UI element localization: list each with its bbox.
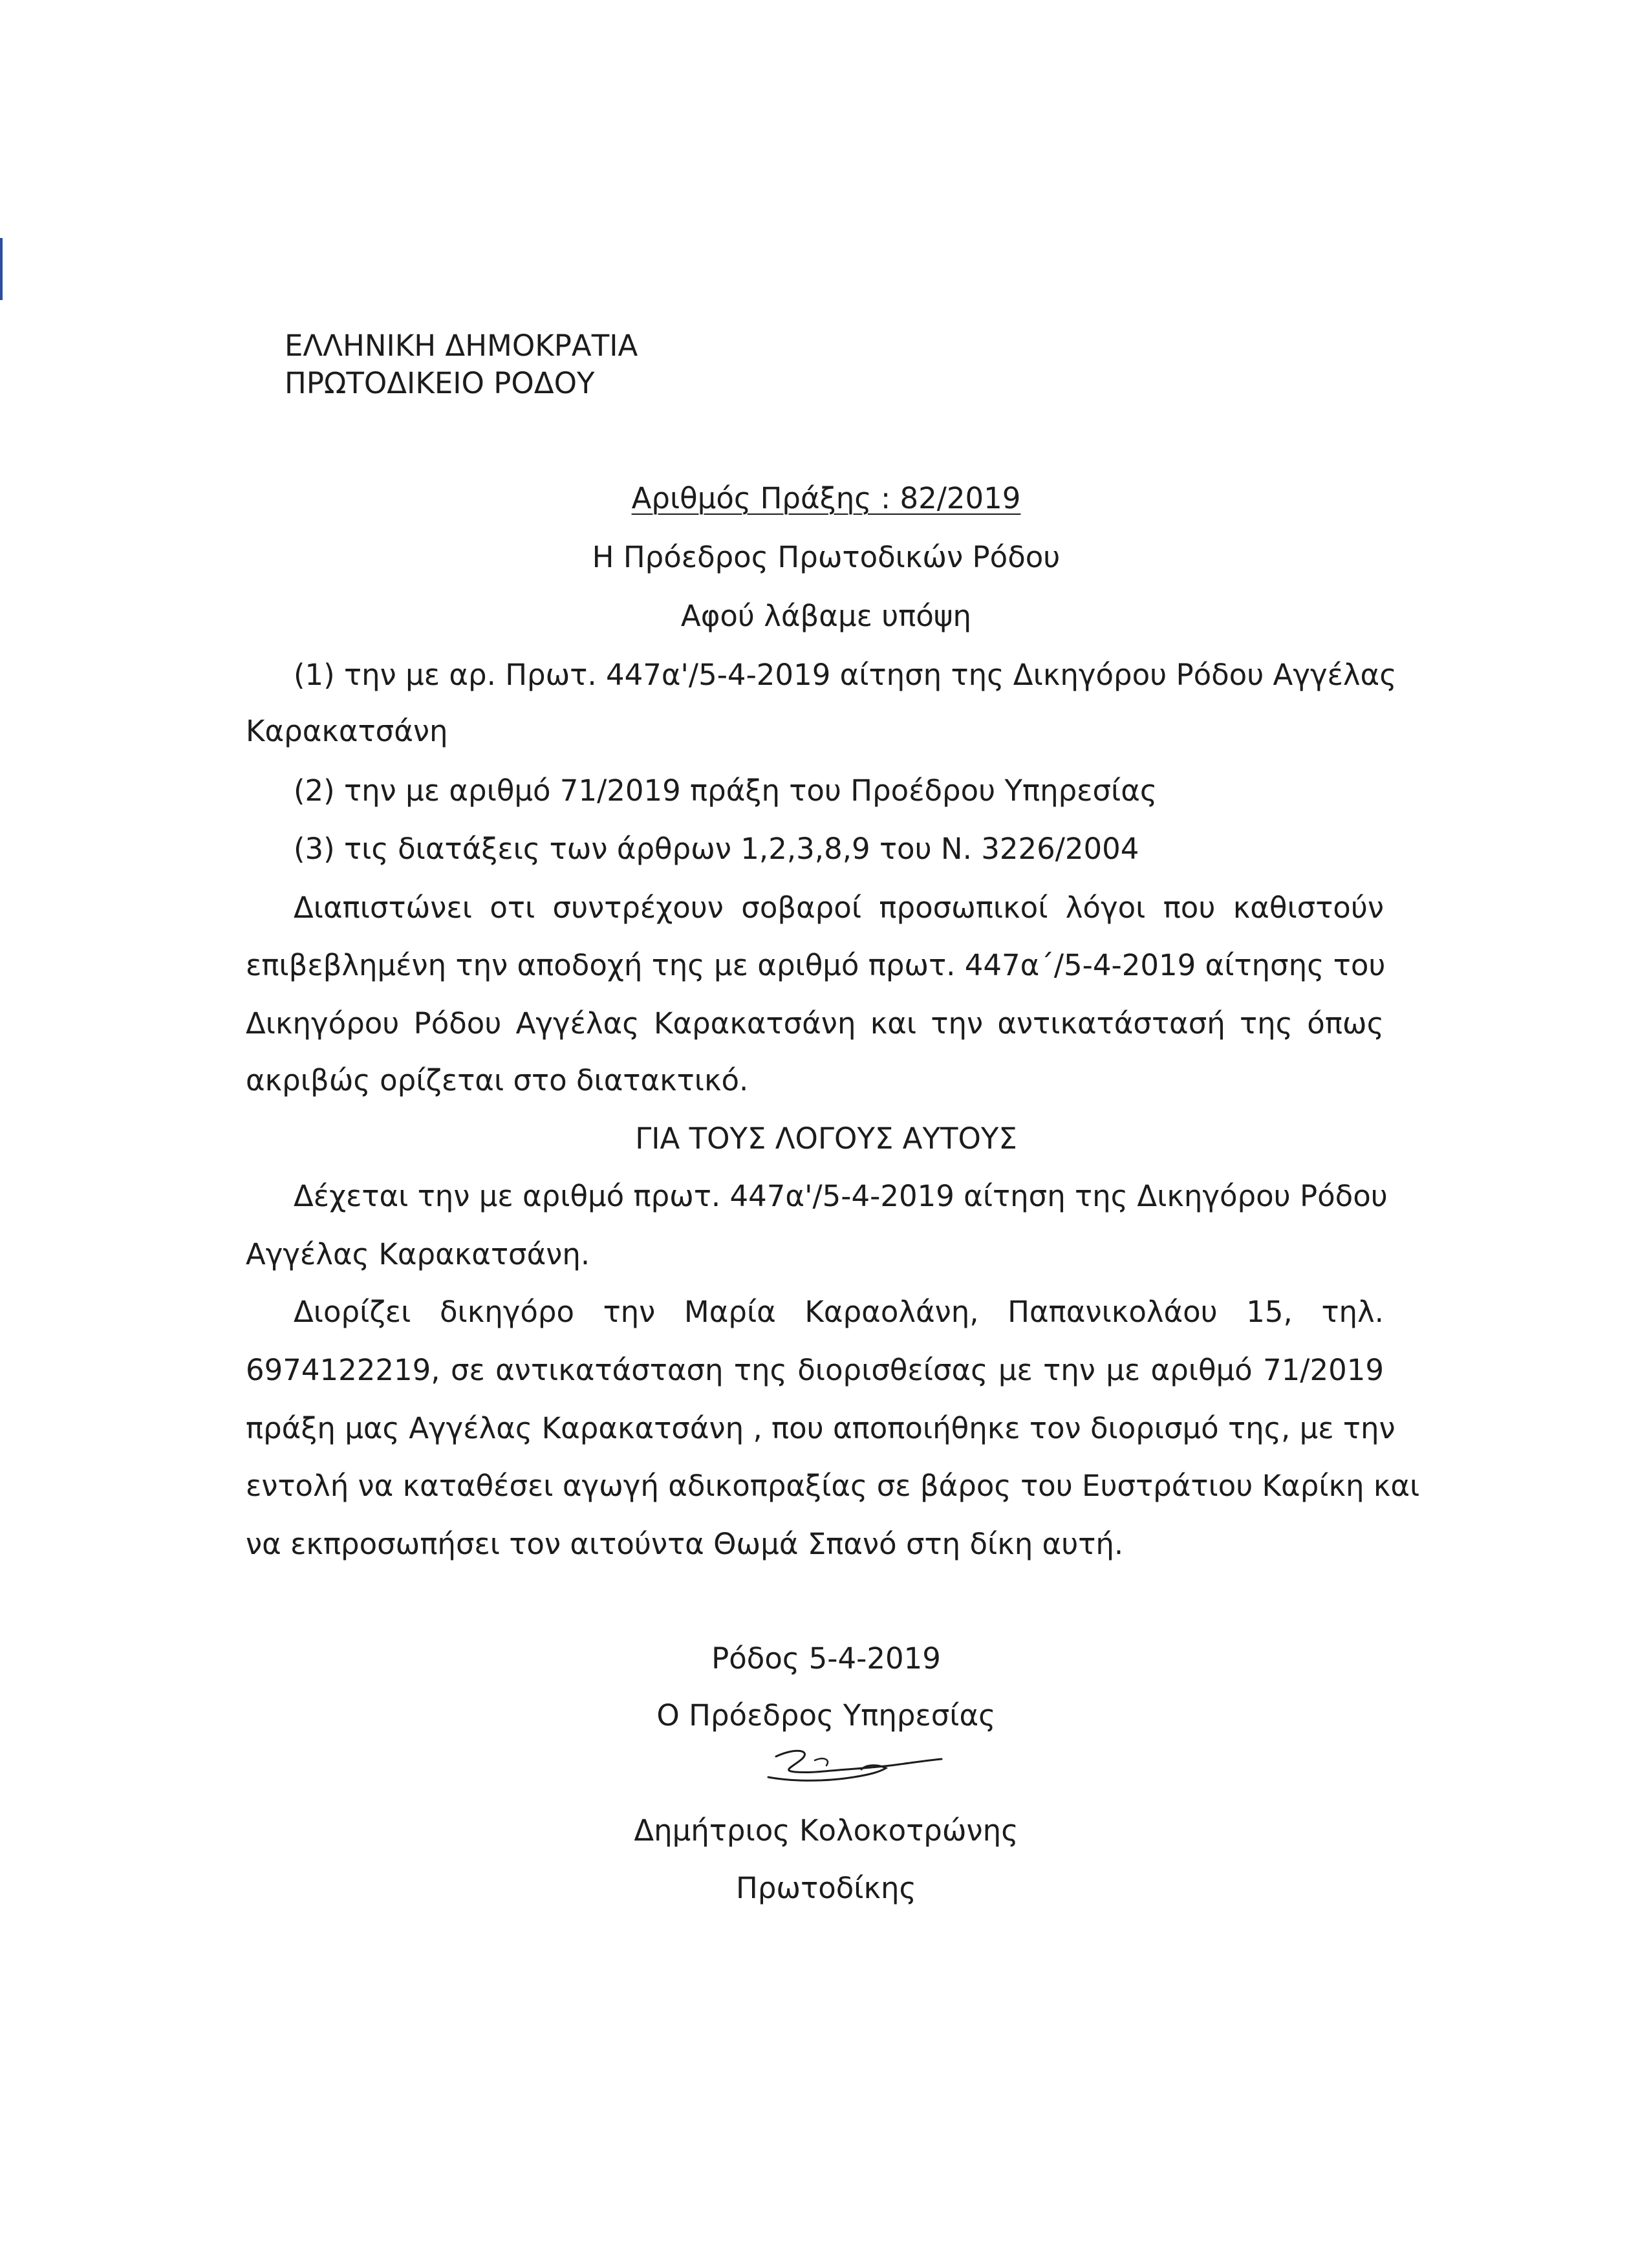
act-number: Αριθμός Πράξης : 82/2019 [631,481,1021,515]
consideration-1-line1: (1) την με αρ. Πρωτ. 447α'/5-4-2019 αίτηση της Δικηγόρου Ρόδου Αγγέλας [294,658,1397,692]
act-issuer: Η Πρόεδρος Πρωτοδικών Ρόδου [592,540,1061,574]
finding-line4: ακριβώς ορίζεται στο διατακτικό. [246,1063,749,1097]
consideration-3: (3) τις διατάξεις των άρθρων 1,2,3,8,9 του Ν. 3226/2004 [294,832,1139,866]
signer-rank: Πρωτοδίκης [736,1871,916,1905]
scan-edge-mark [0,238,3,300]
ruling-accepts-line1: Δέχεται την με αριθμό πρωτ. 447α'/5-4-2019 αίτηση της Δικηγόρου Ρόδου [294,1179,1388,1213]
ruling-appoints-line4: εντολή να καταθέσει αγωγή αδικοπραξίας σε βάρος του Ευστράτιου Καρίκη και [246,1469,1420,1503]
ruling-appoints-line5: να εκπροσωπήσει τον αιτούντα Θωμά Σπανό στη δίκη αυτή. [246,1527,1124,1561]
finding-line1: Διαπιστώνει οτι συντρέχουν σοβαροί προσωπικοί λόγοι που καθιστούν [294,891,1384,925]
header-republic: ΕΛΛΗΝΙΚΗ ΔΗΜΟΚΡΑΤΙΑ [285,329,638,363]
handwritten-signature [750,1745,944,1790]
place-date: Ρόδος 5-4-2019 [711,1641,941,1676]
ruling-appoints-line1: Διορίζει δικηγόρο την Μαρία Καραολάνη, Παπανικολάου 15, τηλ. [294,1295,1384,1329]
consideration-2: (2) την με αριθμό 71/2019 πράξη του Προέδρου Υπηρεσίας [294,773,1158,808]
signer-title: Ο Πρόεδρος Υπηρεσίας [656,1698,996,1733]
ruling-appoints-line3: πράξη μας Αγγέλας Καρακατσάνη , που αποποιήθηκε τον διορισμό της, με την [246,1411,1396,1445]
consideration-1-line2: Καρακατσάνη [246,714,448,748]
signer-name: Δημήτριος Κολοκοτρώνης [634,1813,1018,1848]
finding-line3: Δικηγόρου Ρόδου Αγγέλας Καρακατσάνη και την αντικατάστασή της όπως [246,1006,1384,1041]
header-court: ΠΡΩΤΟΔΙΚΕΙΟ ΡΟΔΟΥ [285,366,595,400]
act-considering: Αφού λάβαμε υπόψη [680,599,972,633]
finding-line2: επιβεβλημένη την αποδοχή της με αριθμό πρωτ. 447α΄/5-4-2019 αίτησης του [246,948,1386,982]
reasons-heading: ΓΙΑ ΤΟΥΣ ΛΟΓΟΥΣ ΑΥΤΟΥΣ [635,1121,1017,1156]
ruling-appoints-line2: 6974122219, σε αντικατάσταση της διορισθείσας με την με αριθμό 71/2019 [246,1353,1384,1387]
ruling-accepts-line2: Αγγέλας Καρακατσάνη. [246,1237,590,1271]
